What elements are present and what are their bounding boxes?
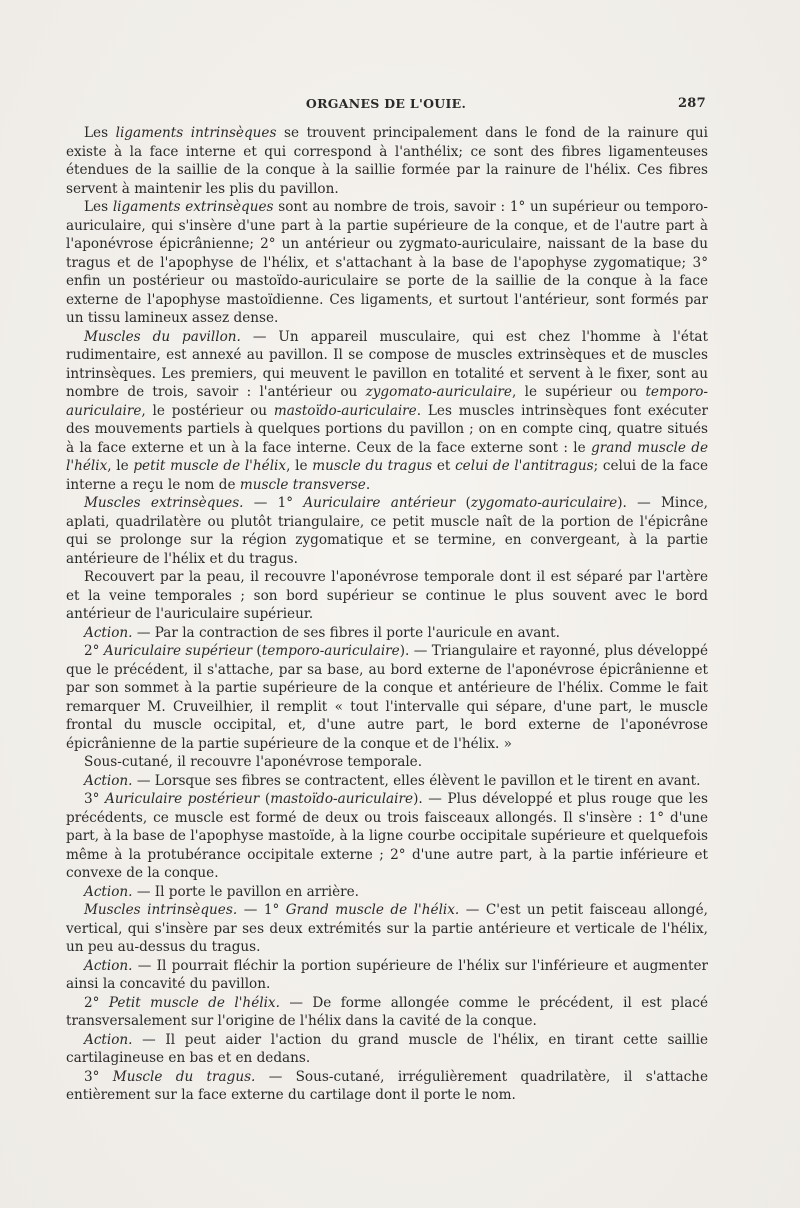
text-run: — Il porte le pavillon en arrière. — [132, 883, 359, 900]
text-run: 3° — [84, 1068, 113, 1085]
paragraph — [66, 753, 708, 772]
text-run: sont au nombre de trois, savoir : 1° un supérieur ou temporo-auriculaire, qui s'insère d'une part à la partie supérieure de la conque, et de l'autre part à l'aponévrose épicrânienne; 2° un antérieur ou zygmato-auriculaire, naissant de la base du tragus et de l'apophyse de l'hélix, et s'attachant à la base de l'apophyse zygomatique; 3° enfin un postérieur ou mastoïdo-auriculaire se porte de la saillie de la conque à la face externe de l'apophyse mastoïdienne. Ces ligaments, et surtout l'antérieur, sont formés par un tissu lamineux assez dense. — [66, 199, 708, 326]
text-run: Les — [84, 125, 116, 141]
text-run: se trouvent principalement dans le fond de la rainure qui existe à la face interne et qui correspond à l'anthélix; ce sont des fibres ligamenteuses étendues de la saillie de la conque à la saillie formée par la rainure de l'hélix. Ces fibres servent à maintenir les plis du pavillon. — [66, 125, 709, 197]
text-run: — 1° — [237, 902, 286, 918]
italic-run: Action. — [84, 772, 133, 789]
text-run: . — [365, 476, 371, 493]
text-run: Recouvert par la peau, il recouvre l'aponévrose temporale dont il est séparé par l'artère et la veine temporales ; son bord supérieur se continue le plus souvent avec le bord antérieur de l'auriculaire supérieur. — [66, 569, 708, 622]
italic-run: Auriculaire supérieur — [103, 643, 253, 659]
text-run: , le postérieur ou — [141, 402, 274, 419]
paragraph — [66, 790, 708, 883]
paragraph — [66, 642, 708, 753]
paragraph — [66, 772, 708, 791]
text-run: — Par la contraction de ses fibres il porte l'auricule en avant. — [132, 624, 560, 641]
italic-run: Petit muscle de l'hélix. — [108, 994, 280, 1011]
text-run: — Lorsque ses fibres se contractent, elles élèvent le pavillon et le tirent en avant. — [132, 772, 701, 789]
text-run: ). — Mince, aplati, quadrilatère ou plutôt triangulaire, ce petit muscle naît de la portion de l'épicrâne qui se prolonge sur la région zygomatique et se termine, en convergeant, à la partie antérieure de l'hélix et du tragus. — [66, 495, 708, 567]
text-run: ). — Plus développé et plus rouge que les précédents, ce muscle est formé de deux ou trois faisceaux allongés. Il s'insère : 1° d'une part, à la base de l'apophyse mastoïde, à la ligne courbe occipitale supérieure et quelquefois même à la protubérance occipitale externe ; 2° d'une autre part, à la partie inférieure et convexe de la conque. — [66, 791, 709, 881]
paragraph — [66, 568, 708, 624]
paragraph — [66, 994, 708, 1031]
paragraph — [66, 124, 708, 198]
italic-run: Auriculaire postérieur — [105, 791, 260, 807]
italic-run: temporo-auriculaire — [66, 384, 709, 419]
italic-run: temporo-auriculaire — [261, 643, 400, 659]
text-run: ). — Triangulaire et rayonné, plus développé que le précédent, il s'attache, par sa base, au bord externe de l'aponévrose épicrânienne et par son sommet à la partie supérieure de la conque et antérieure de l'hélix. Comme le fait remarquer M. Cruveilhier, il remplit « tout l'intervalle qui sépare, d'une part, le muscle frontal du muscle occipital, et, d'une autre part, le bord externe de l'aponévrose épicrânienne de la partie supérieure de la conque et de l'hélix. » — [66, 643, 708, 752]
italic-run: zygomato-auriculaire — [365, 384, 512, 400]
italic-run: muscle du tragus — [312, 458, 433, 474]
paragraph — [66, 883, 708, 902]
text-run: et — [432, 458, 456, 474]
italic-run: ligaments extrinsèques — [112, 199, 274, 215]
italic-run: Muscles extrinsèques. — [84, 495, 244, 511]
italic-run: Muscles du pavillon. — [84, 328, 241, 345]
italic-run: ligaments intrinsèques — [115, 125, 277, 141]
text-run: — De forme allongée comme le précédent, il est placé transversalement sur l'origine de l'hélix dans la cavité de la conque. — [66, 994, 708, 1029]
italic-run: Muscle du tragus. — [112, 1068, 256, 1085]
text-run: , le — [107, 458, 134, 474]
text-run: Les — [84, 199, 113, 215]
paragraph — [66, 198, 708, 328]
running-head: ORGANES DE L'OUIE. — [305, 96, 467, 111]
italic-run: petit muscle de l'hélix — [133, 458, 287, 474]
italic-run: grand muscle de l'hélix — [66, 439, 708, 474]
text-run: ( — [252, 643, 262, 659]
italic-run: zygomato-auriculaire — [470, 495, 618, 511]
text-run: ; celui de la face interne a reçu le nom de — [66, 458, 709, 493]
text-run: — Un appareil musculaire, qui est chez l'homme à l'état rudimentaire, est annexé au pavillon. Il se compose de muscles extrinsèques et de muscles intrinsèques. Les premiers, qui meuvent le pavillon en totalité et servent à le fixer, sont au nombre de trois, savoir : l'antérieur ou — [66, 328, 708, 400]
text-run: — Il peut aider l'action du grand muscle de l'hélix, en tirant cette saillie cartilagineuse en bas et en dedans. — [66, 1031, 708, 1066]
text-run: 2° — [84, 643, 104, 659]
italic-run: Action. — [84, 1031, 133, 1048]
italic-run: mastoïdo-auriculaire — [273, 402, 417, 419]
paragraph — [66, 957, 708, 994]
text-run: — 1° — [243, 495, 304, 511]
text-run: 2° — [84, 994, 109, 1011]
body-text — [66, 124, 708, 1105]
italic-run: Muscles intrinsèques. — [84, 902, 238, 918]
text-run: . Les muscles intrinsèques font exécuter des mouvements partiels à quelques portions du pavillon ; on en compte cinq, quatre situés à la face externe et un à la face interne. Ceux de la face externe sont : le — [66, 402, 709, 456]
paragraph — [66, 624, 708, 643]
page-number: 287 — [677, 96, 706, 111]
paragraph — [66, 494, 708, 568]
text-run: Sous-cutané, il recouvre l'aponévrose temporale. — [84, 754, 423, 770]
paragraph — [66, 328, 708, 495]
text-run: — C'est un petit faisceau allongé, vertical, qui s'insère par ses deux extrémités sur la partie antérieure et verticale de l'hélix, un peu au-dessus du tragus. — [66, 902, 708, 955]
text-run: , le supérieur ou — [511, 384, 646, 400]
text-run: ( — [259, 791, 271, 807]
italic-run: celui de l'antitragus — [455, 458, 594, 474]
italic-run: Action. — [84, 883, 133, 900]
italic-run: Action. — [84, 624, 133, 641]
text-run: , le — [286, 458, 313, 474]
italic-run: muscle transverse — [239, 476, 366, 493]
italic-run: Action. — [84, 957, 133, 974]
paragraph — [66, 1068, 708, 1105]
page-header — [66, 96, 706, 118]
italic-run: Grand muscle de l'hélix. — [285, 902, 460, 918]
text-run: — Sous-cutané, irrégulièrement quadrilatère, il s'attache entièrement sur la face externe du cartilage dont il porte le nom. — [66, 1068, 708, 1103]
paragraph — [66, 901, 708, 957]
paragraph — [66, 1031, 708, 1068]
italic-run: mastoïdo-auriculaire — [270, 791, 414, 807]
text-run: — Il pourrait fléchir la portion supérieure de l'hélix sur l'inférieure et augmenter ainsi la concavité du pavillon. — [66, 957, 708, 992]
italic-run: Auriculaire antérieur — [303, 495, 456, 511]
text-run: ( — [455, 495, 471, 511]
text-run: 3° — [84, 791, 106, 807]
